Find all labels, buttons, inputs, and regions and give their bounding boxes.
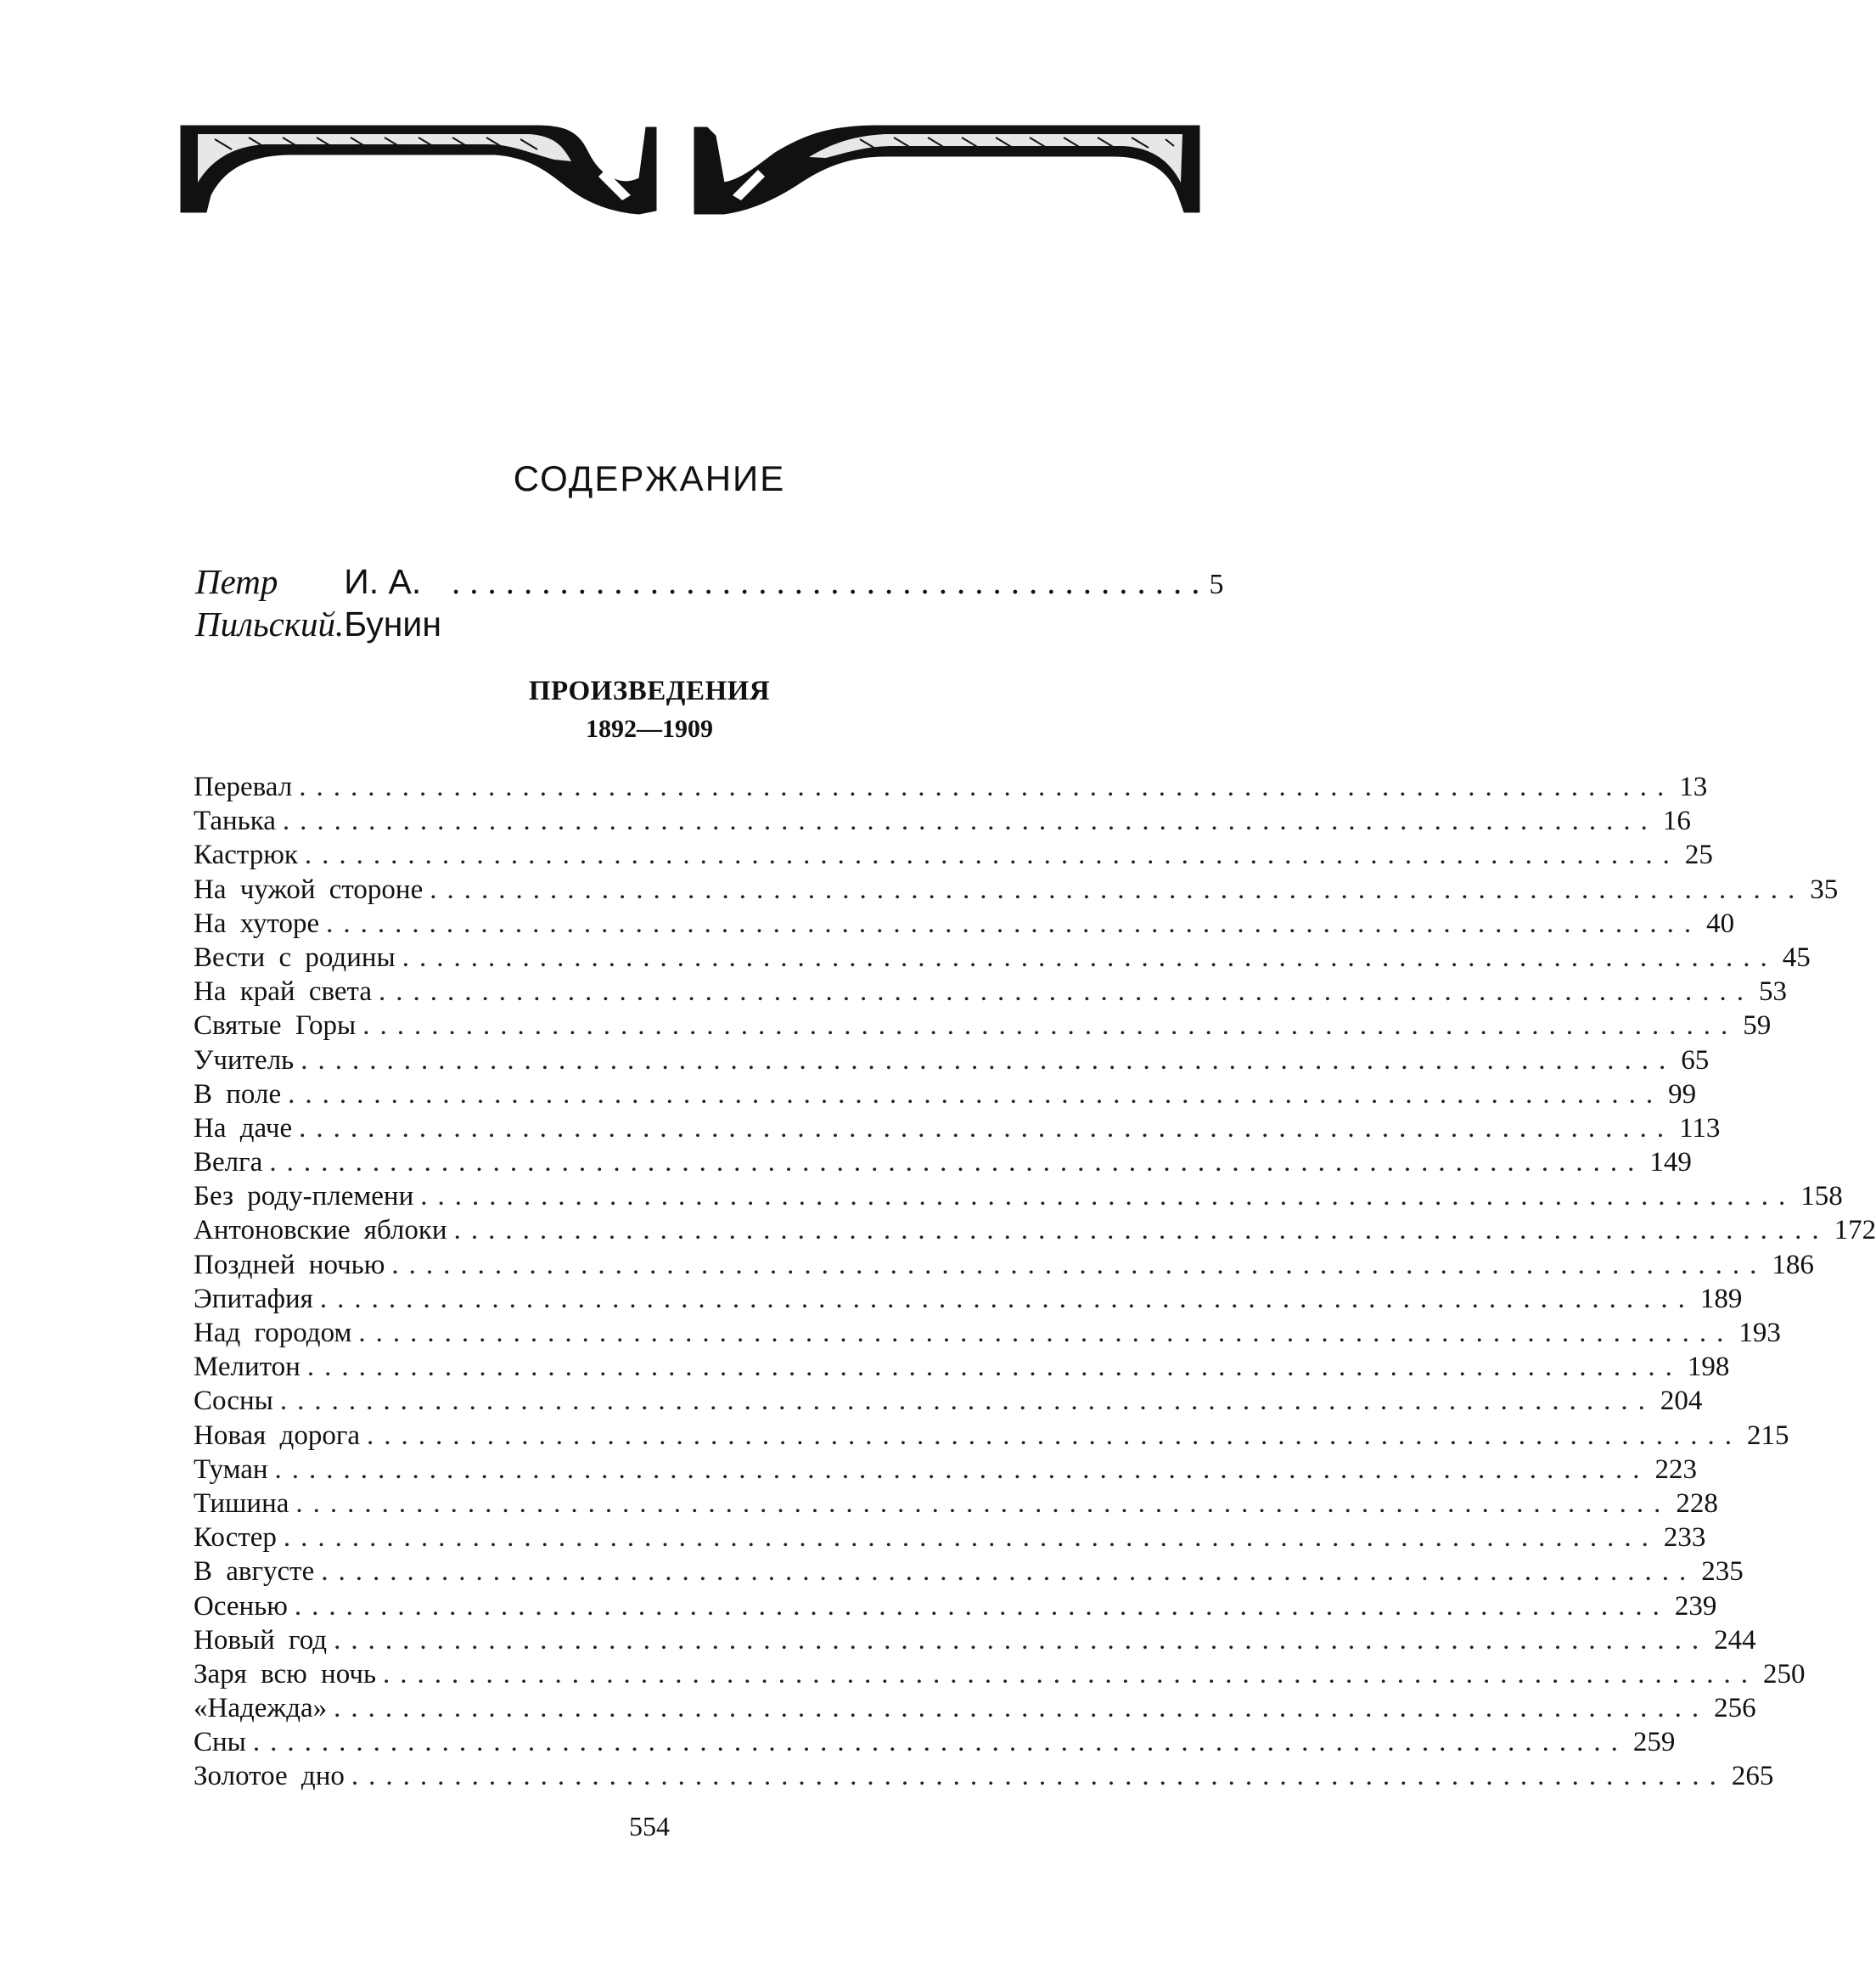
- toc-entry: [194, 770, 1708, 804]
- dot-leader: ................................................................................: [430, 874, 1806, 905]
- toc-entry-title: Новая дорога: [194, 1420, 361, 1451]
- toc-entry: [194, 1077, 1697, 1111]
- toc-entry: [194, 907, 1735, 941]
- toc-entry-title: Поздней ночью: [194, 1249, 385, 1280]
- toc-entry: [194, 1111, 1721, 1145]
- section-years: 1892—1909: [586, 715, 713, 743]
- toc-entry-page: 235: [1701, 1556, 1744, 1588]
- page-number: 554: [629, 1811, 670, 1841]
- toc-entry-page: 149: [1649, 1147, 1692, 1178]
- toc-entry-page: 59: [1743, 1010, 1772, 1042]
- toc-entry-title: Учитель: [194, 1044, 295, 1076]
- dot-leader: ................................................................................: [402, 942, 1778, 973]
- toc-entry-page: 189: [1699, 1283, 1743, 1314]
- toc-entry-page: 13: [1679, 772, 1708, 802]
- intro-entry: [195, 560, 1224, 645]
- toc-entry: [194, 1316, 1781, 1350]
- toc-entry-page: 25: [1684, 840, 1713, 871]
- toc-entry: [194, 1145, 1692, 1179]
- toc-entry-page: 113: [1679, 1112, 1721, 1144]
- toc-entry: [194, 1248, 1814, 1282]
- dot-leader: ................................................................................: [420, 1181, 1796, 1212]
- toc-entry-title: Кастрюк: [194, 840, 298, 871]
- toc-entry: [194, 975, 1787, 1009]
- toc-entry-page: 223: [1654, 1453, 1698, 1485]
- toc-entry-title: Новый год: [194, 1624, 328, 1656]
- toc-entry: [194, 941, 1811, 975]
- dot-leader: ................................................................................: [299, 772, 1675, 802]
- dot-leader: ................................................................................: [383, 1658, 1758, 1689]
- dot-leader: ..........................................: [451, 562, 1210, 601]
- toc-entry-page: 256: [1714, 1693, 1756, 1724]
- toc-entry-page: 16: [1662, 806, 1691, 837]
- toc-entry: [194, 1179, 1843, 1213]
- dot-leader: ................................................................................: [300, 1044, 1677, 1076]
- toc-entry-page: 186: [1772, 1249, 1814, 1280]
- dot-leader: ................................................................................: [279, 1386, 1655, 1417]
- dot-leader: ................................................................................: [321, 1556, 1697, 1588]
- dot-leader: ................................................................................: [282, 806, 1658, 837]
- toc-entry-title: На чужой стороне: [194, 874, 424, 905]
- toc-entry-page: 265: [1731, 1761, 1774, 1792]
- dot-leader: ................................................................................: [304, 840, 1680, 871]
- dot-leader: ................................................................................: [295, 1487, 1671, 1519]
- toc-entry: [194, 873, 1839, 907]
- toc-entry-page: 40: [1706, 908, 1735, 939]
- intro-page: 5: [1209, 569, 1224, 600]
- toc-entry: [194, 1589, 1717, 1623]
- dot-leader: ................................................................................: [453, 1215, 1829, 1246]
- dot-leader: ................................................................................: [378, 976, 1754, 1008]
- toc-entry-page: 244: [1714, 1624, 1756, 1656]
- toc-entry-page: 233: [1663, 1522, 1706, 1554]
- dot-leader: ................................................................................: [283, 1522, 1659, 1554]
- toc-entry-title: Мелитон: [194, 1352, 300, 1383]
- intro-author: Петр Пильский.: [195, 562, 345, 644]
- toc-entry: [194, 1725, 1676, 1759]
- toc-entry: [194, 838, 1713, 872]
- toc-entry-page: 172: [1834, 1215, 1876, 1246]
- toc-entry: [194, 1759, 1774, 1793]
- toc-entry: [194, 1350, 1730, 1384]
- toc-entry-title: На даче: [194, 1112, 293, 1144]
- dot-leader: ................................................................................: [274, 1453, 1650, 1485]
- toc-entry-title: Золотое дно: [194, 1761, 345, 1792]
- toc-entry: [194, 1521, 1706, 1555]
- toc-entry-page: 250: [1763, 1658, 1806, 1689]
- toc-entry-page: 198: [1687, 1352, 1730, 1383]
- dot-leader: ................................................................................: [367, 1420, 1743, 1451]
- toc-entry: [194, 1691, 1756, 1725]
- dot-leader: ................................................................................: [362, 1010, 1738, 1042]
- toc-entry-title: Сосны: [194, 1386, 273, 1417]
- toc-entry: [194, 1623, 1756, 1657]
- toc-entry-page: 35: [1810, 874, 1839, 905]
- toc-entry: [194, 1384, 1703, 1418]
- toc-entry-page: 193: [1738, 1318, 1781, 1348]
- toc-entry: [194, 1282, 1743, 1316]
- toc-entry-title: На хуторе: [194, 908, 320, 939]
- toc-entry-title: Эпитафия: [194, 1283, 313, 1314]
- decorative-ornament-header: [181, 119, 1199, 221]
- toc-entry-page: 158: [1800, 1181, 1843, 1212]
- toc-entry-title: Святые Горы: [194, 1010, 357, 1042]
- section-heading: ПРОИЗВЕДЕНИЯ: [528, 676, 771, 706]
- toc-list: [194, 770, 1876, 1794]
- dot-leader: ................................................................................: [294, 1590, 1670, 1622]
- toc-entry-title: «Надежда»: [194, 1693, 328, 1724]
- toc-entry: [194, 1555, 1744, 1588]
- toc-entry-page: 239: [1674, 1590, 1717, 1622]
- toc-entry-page: 215: [1747, 1420, 1789, 1451]
- toc-entry: [194, 1487, 1718, 1521]
- toc-entry-title: Без роду-племени: [194, 1181, 414, 1212]
- toc-entry-title: Осенью: [194, 1590, 288, 1622]
- toc-entry-title: Туман: [194, 1453, 268, 1485]
- toc-entry-title: Сны: [194, 1727, 246, 1758]
- toc-entry-title: Велга: [194, 1147, 263, 1178]
- toc-entry-title: Антоновские яблоки: [194, 1215, 447, 1246]
- dot-leader: ................................................................................: [252, 1727, 1628, 1758]
- dot-leader: ................................................................................: [326, 908, 1702, 939]
- toc-entry: [194, 804, 1691, 838]
- toc-entry: [194, 1657, 1806, 1691]
- toc-entry-page: 204: [1660, 1386, 1703, 1417]
- toc-entry-title: Тишина: [194, 1487, 289, 1519]
- toc-entry-title: Танька: [194, 806, 276, 837]
- toc-entry-title: Заря всю ночь: [194, 1658, 376, 1689]
- toc-entry-title: Перевал: [194, 772, 293, 802]
- toc-entry-title: Костер: [194, 1522, 277, 1554]
- toc-entry-title: На край света: [194, 976, 372, 1008]
- dot-leader: ................................................................................: [269, 1147, 1645, 1178]
- toc-entry: [194, 1043, 1710, 1077]
- toc-entry-page: 99: [1668, 1078, 1697, 1110]
- dot-leader: ................................................................................: [288, 1078, 1664, 1110]
- toc-entry-page: 228: [1676, 1487, 1718, 1519]
- toc-entry: [194, 1009, 1772, 1043]
- dot-leader: ................................................................................: [299, 1112, 1675, 1144]
- dot-leader: ................................................................................: [306, 1352, 1682, 1383]
- dot-leader: ................................................................................: [391, 1249, 1767, 1280]
- dot-leader: ................................................................................: [351, 1761, 1727, 1792]
- toc-entry-page: 65: [1681, 1044, 1710, 1076]
- toc-entry-title: Над городом: [194, 1318, 352, 1348]
- toc-entry: [194, 1453, 1698, 1487]
- toc-entry-title: Вести с родины: [194, 942, 396, 973]
- toc-entry-title: В августе: [194, 1556, 315, 1588]
- toc-entry-title: В поле: [194, 1078, 282, 1110]
- intro-title: И. А. Бунин: [344, 562, 441, 644]
- toc-entry: [194, 1213, 1876, 1247]
- dot-leader: ................................................................................: [334, 1624, 1710, 1656]
- page-title: СОДЕРЖАНИЕ: [513, 458, 786, 498]
- dot-leader: ................................................................................: [319, 1283, 1695, 1314]
- toc-entry-page: 259: [1632, 1727, 1676, 1758]
- dot-leader: ................................................................................: [334, 1693, 1710, 1724]
- toc-entry-page: 45: [1782, 942, 1811, 973]
- dot-leader: ................................................................................: [358, 1318, 1734, 1348]
- toc-entry-page: 53: [1758, 976, 1787, 1008]
- toc-entry: [194, 1419, 1789, 1453]
